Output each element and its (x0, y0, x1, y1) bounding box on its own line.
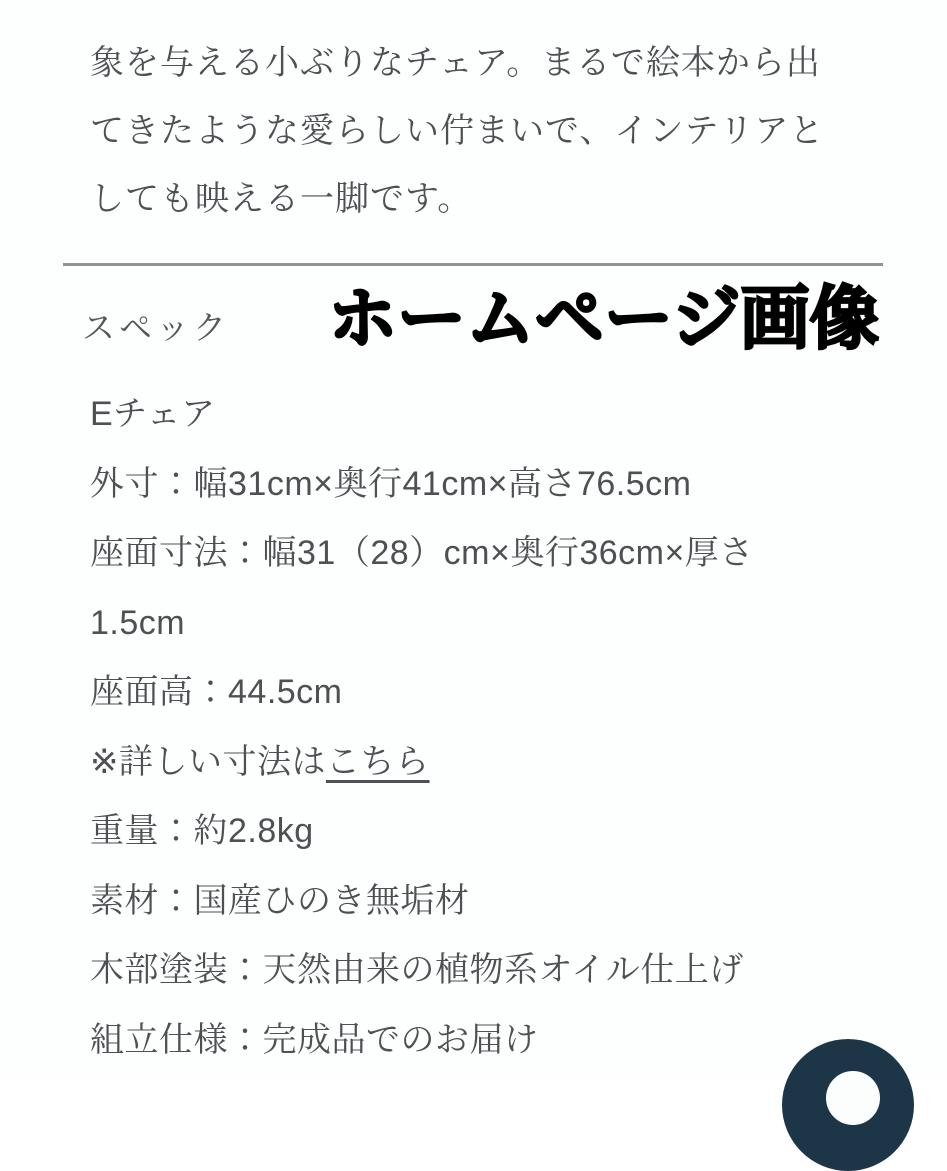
section-divider (63, 263, 883, 266)
spec-dimensions-note (90, 728, 890, 798)
spec-outer-dimensions: 外寸：幅31cm×奥行41cm×高さ76.5cm (90, 464, 692, 503)
intro-line: しても映える一脚です。 (90, 180, 473, 218)
intro-line: てきたような愛らしい佇まいで、インテリアと (90, 112, 825, 150)
spec-section-heading: スペック (82, 309, 230, 346)
spec-assembly: 組立仕様：完成品でのお届け (90, 1020, 539, 1059)
chat-button[interactable] (782, 1039, 914, 1171)
note-prefix: ※詳しい寸法は (90, 742, 326, 781)
spec-material: 素材：国産ひのき無垢材 (90, 881, 470, 920)
intro-paragraph (90, 29, 880, 233)
spec-seat-dimensions-line2: 1.5cm (90, 603, 186, 642)
spec-list (90, 380, 890, 1075)
watermark-text: ホームページ画像 (328, 280, 879, 357)
spec-weight: 重量：約2.8kg (90, 812, 314, 850)
spec-seat-height: 座面高：44.5cm (90, 673, 343, 711)
chat-icon (826, 1071, 880, 1125)
spec-wood-finish: 木部塗装：天然由来の植物系オイル仕上げ (90, 951, 744, 989)
dimensions-detail-link[interactable]: こちら (326, 742, 430, 781)
intro-line: 象を与える小ぶりなチェア。まるで絵本から出 (90, 44, 821, 82)
spec-seat-dimensions-line1: 座面寸法：幅31（28）cm×奥行36cm×厚さ (90, 534, 754, 572)
spec-product-name: Eチェア (90, 395, 216, 433)
